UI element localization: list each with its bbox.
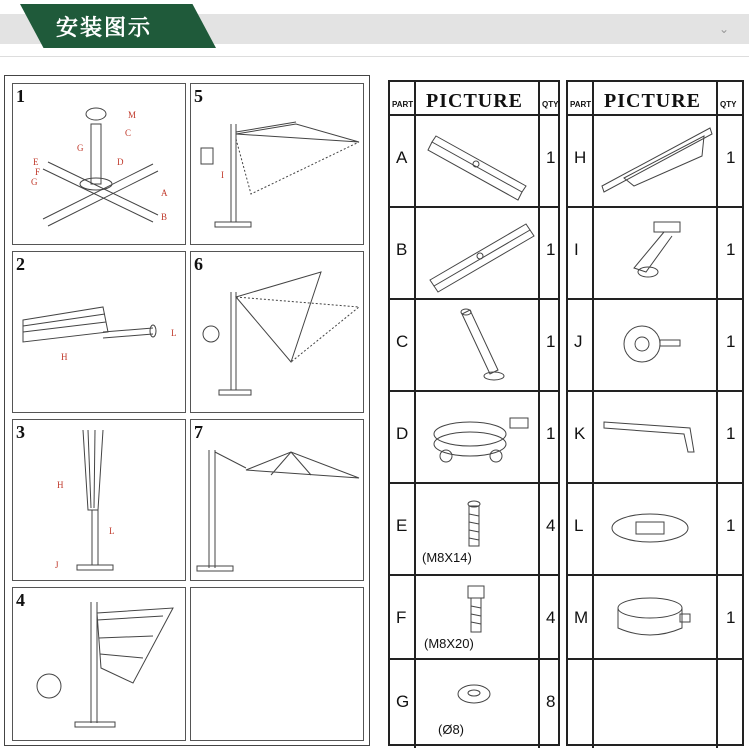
step-number: 1: [16, 86, 25, 106]
step-number: 2: [16, 254, 25, 274]
label-a: A: [161, 188, 168, 198]
label-h: H: [61, 352, 68, 362]
step-7-diagram: [191, 420, 363, 580]
header-qty: QTY: [542, 100, 559, 109]
part-letter: I: [574, 240, 579, 259]
chevron-down-icon[interactable]: ⌄: [718, 22, 729, 36]
part-letter: A: [396, 148, 408, 167]
part-qty: 1: [546, 148, 556, 167]
part-d-picture: [416, 392, 536, 480]
step-number: 5: [194, 86, 203, 106]
part-qty: 1: [726, 608, 736, 627]
parts-list: [380, 75, 749, 746]
table-row: [568, 482, 742, 574]
step-4-diagram: [13, 588, 185, 740]
part-qty: 1: [546, 332, 556, 351]
part-g-picture: [416, 660, 536, 720]
part-qty: 1: [726, 424, 736, 443]
part-f-picture: [416, 576, 536, 638]
part-l-picture: [594, 484, 714, 572]
step-4-panel: [12, 587, 186, 741]
part-letter: C: [396, 332, 409, 351]
table-row: [568, 298, 742, 390]
label-g: G: [77, 143, 84, 153]
part-c-picture: [416, 300, 536, 388]
table-row: [568, 114, 742, 206]
parts-table-right: [566, 80, 744, 746]
header-part: PART: [570, 100, 592, 109]
header-picture: PICTURE: [426, 90, 524, 112]
label-d: D: [117, 157, 124, 167]
divider: [0, 56, 749, 57]
step-7-panel: [190, 419, 364, 581]
parts-table-left: [388, 80, 560, 746]
step-number: 6: [194, 254, 203, 274]
part-letter: H: [574, 148, 587, 167]
part-letter: G: [396, 692, 410, 711]
step-3-diagram: [13, 420, 185, 580]
step-1-panel: [12, 83, 186, 245]
label-h: H: [57, 480, 64, 490]
step-2-panel: [12, 251, 186, 413]
part-e-picture: [416, 484, 536, 554]
part-k-picture: [594, 392, 714, 480]
header-part: PART: [392, 100, 414, 109]
part-j-picture: [594, 300, 714, 388]
part-size: (M8X14): [422, 550, 472, 565]
part-letter: K: [574, 424, 586, 443]
table-row: [390, 658, 558, 744]
step-number: 4: [16, 590, 25, 610]
table-row: [390, 298, 558, 390]
table-row: [390, 206, 558, 298]
step-1-diagram: [13, 84, 185, 244]
table-row: [390, 390, 558, 482]
part-qty: 1: [726, 240, 736, 259]
part-qty: 1: [546, 424, 556, 443]
table-row-empty: [568, 658, 742, 744]
label-l: L: [171, 328, 177, 338]
step-3-panel: [12, 419, 186, 581]
step-6-diagram: [191, 252, 363, 412]
part-letter: E: [396, 516, 408, 535]
table-row: [568, 206, 742, 298]
part-h-picture: [594, 116, 714, 204]
empty-panel: [190, 587, 364, 741]
part-a-picture: [416, 116, 536, 204]
label-c: C: [125, 128, 132, 138]
part-size: (M8X20): [424, 636, 474, 651]
part-qty: 4: [546, 516, 556, 535]
part-m-picture: [594, 576, 714, 656]
part-letter: D: [396, 424, 409, 443]
part-qty: 1: [726, 148, 736, 167]
part-letter: F: [396, 608, 407, 627]
table-row: [568, 574, 742, 658]
label-j: J: [55, 560, 59, 570]
label-f: F: [35, 167, 41, 177]
part-letter: L: [574, 516, 584, 535]
part-size: (Ø8): [438, 722, 464, 737]
installation-steps: [4, 75, 370, 746]
part-letter: J: [574, 332, 583, 351]
label-m: M: [128, 110, 137, 120]
part-qty: 4: [546, 608, 556, 627]
table-row: [390, 482, 558, 574]
step-5-diagram: [191, 84, 363, 244]
step-2-diagram: [13, 252, 185, 412]
label-l: L: [109, 526, 115, 536]
table-row: [390, 574, 558, 658]
header-qty: QTY: [720, 100, 737, 109]
label-b: B: [161, 212, 168, 222]
part-qty: 1: [726, 332, 736, 351]
table-row: [568, 390, 742, 482]
step-number: 7: [194, 422, 203, 442]
label-g2: G: [31, 177, 38, 187]
part-letter: B: [396, 240, 408, 259]
part-qty: 1: [726, 516, 736, 535]
label-e: E: [33, 157, 39, 167]
part-letter: M: [574, 608, 589, 627]
part-i-picture: [594, 208, 714, 296]
table-row: [390, 114, 558, 206]
label-i: I: [221, 170, 224, 180]
banner-title: 安装图示: [56, 16, 153, 41]
part-qty: 1: [546, 240, 556, 259]
section-banner: [0, 0, 749, 48]
part-qty: 8: [546, 692, 556, 711]
part-b-picture: [416, 208, 536, 296]
header-picture: PICTURE: [604, 90, 702, 112]
step-number: 3: [16, 422, 25, 442]
step-6-panel: [190, 251, 364, 413]
step-5-panel: [190, 83, 364, 245]
